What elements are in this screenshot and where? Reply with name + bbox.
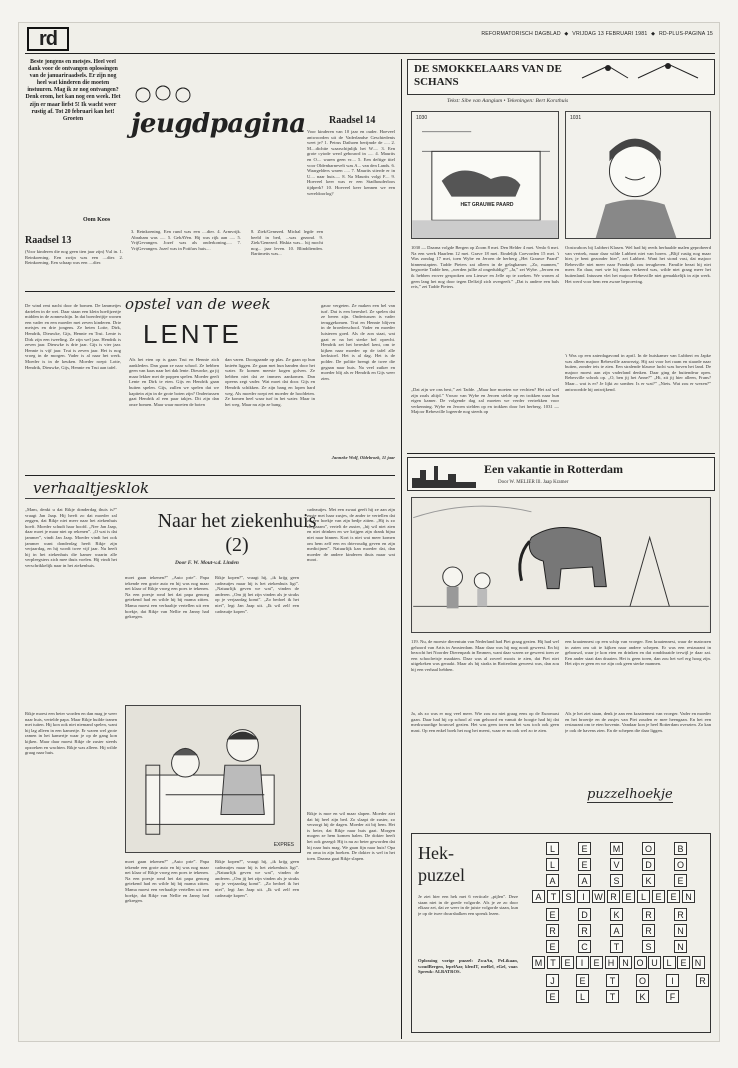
hek-cell: O — [642, 842, 655, 855]
smokkelaars-credit: Tekst: Sibe van Aangium • Tekeningen: Bert Korsthuis — [447, 98, 569, 104]
hek-cell: A — [578, 874, 591, 887]
opstel-col-3: dan varen. Doorgaande op plas. Ze gaan op hun knieën liggen. Ze gaan met hun handen door het water. Er komen meeste kogen golven. Ze hebben niet dat ze immers aankomen. Dan opeens zegt vader. Wat moet dat door. Gijs en Hendrik schikken. Ze zijn bang en lopen hard weg. Als moeder roept eet moeder de hoofdeten. Ze komen heel waar turf in het water. Maar in het weg. Maar nu zijn ze bang. — [225, 357, 315, 407]
hek-cell: O — [674, 858, 687, 871]
column-divider — [401, 59, 402, 1039]
verhaal-byline: Door F. W. Mout-v.d. Linden — [175, 560, 239, 566]
verhaal-title: Naar het ziekenhuis (2) — [157, 510, 317, 556]
hek-cell: L — [576, 990, 589, 1003]
hek-bar-cell: I — [576, 956, 589, 969]
hek-cell: R — [578, 924, 591, 937]
newspaper-name: REFORMATORISCH DAGBLAD — [481, 31, 561, 37]
hospital-illustration — [125, 705, 301, 853]
verhaal-col-4b: Rikje is moe en wil maar slapen. Moeder ziet dat hij heel zijn bed. Zo slaapt de zuster, zo verzorgt hij de dagen. Moeder zit bij hem. Het is beter, dat Rikje naar huis gaat. Morgen mogen ze hem komen halen. De dokter heeft het ook gezegd: Hij is nu zo beter geworden dat hij naar huis mag. We gaan fijn naar huis! Opa en oma in zijn hoeken. De dokter is wel in het toen. Daarna gaat Rikje slapen. — [307, 811, 395, 861]
opstel-author: Janneke Wolf, Oldebroek, 11 jaar — [331, 455, 395, 460]
vakantie-banner — [407, 457, 715, 491]
hek-cell: J — [546, 974, 559, 987]
verhaal-col-4: cadeautjes. Met een zwaai geeft hij ze aan zijn zusje met haar zusjes, de ander te vertellen dat ze een hoekje van zijn bedje zitten. „Hij is zo zorgzaam”, vertelt de zuster, „hij wil niet zien en niet drinken en we krijgen zijn drank bijna niet naar binnen. Kort is niet wat meer komen om hem zelf een en drievoudig geven en zijn medicijnen”. Natuurlijk kan moeder dat, dan moeder de andere kinderen thuis maar wat mooi. — [307, 507, 395, 563]
hek-cell: A — [546, 874, 559, 887]
vakantie-col-2: een kraaiennest op een schip van vroeger. Een kraaiennest, waar de matrozen in zaten om uit te kijken naar andere schepen. Er was een restaurant in gebouwd, waar je kon eten en drinken en dat ronddraaide terwijl je daar zat. Een ander staat dan draaien. Het is geen toren, dan zou het wel erg hoog zijn. Het zijn er geen en we zijn ook geen sterke mannen. — [565, 639, 711, 667]
hek-cell: E — [546, 908, 559, 921]
hek-cell: T — [610, 940, 623, 953]
hek-bar-cell: W — [592, 890, 605, 903]
panel-number-1031: 1031 — [570, 115, 582, 121]
hek-cell: R — [642, 908, 655, 921]
puzzel-title: Hek- puzzel — [418, 843, 465, 885]
verhaal-kicker: verhaaltjesklok — [33, 479, 150, 497]
hek-bar-cell: N — [619, 956, 632, 969]
herberg-sign: HET GRAUWE PAARD — [460, 202, 514, 208]
puzzel-previous-solution: Oplossing vorige puzzel: ZwaAn, PeLikaan, woudBergen, lepelAar, klenIT, meRel, eGel, vaar. Spreuk: ALBATROS. — [418, 958, 518, 975]
hek-bar-cell: L — [663, 956, 676, 969]
rd-logo: rd — [27, 27, 69, 51]
hek-cell: O — [636, 974, 649, 987]
smokkelaars-title: DE SMOKKELAARS VAN DE SCHANS — [414, 63, 562, 88]
hek-cell: N — [674, 924, 687, 937]
verhaal-col-2b: moet gaan tekenen?” „Auto prie”. Papa tekende een grote auto en hij was nog maar net klaar of Rikje vroeg een poes te tekenen. Na een poesje rond het dat papa genoeg getekend had en wilde hij bij mama zitten. Mama moest een verhaaltje vertellen uit een boekje, dat Rikje van Nellie en Janny had gekregen. — [125, 859, 209, 904]
vakantie-col-2b: Als je het ziet staan, denk je aan een kraaiennest van vroeger. Vader en moeder en het broertje en de zusjes van Piet zouden er mee heengaan. En het een restaurant om te eten bovenin. Vandaar kon je heel Rotterdam overzien. Zo kan je ook de havens zien. En de schepen die daar liggen. — [565, 711, 711, 733]
vakantie-title: Een vakantie in Rotterdam — [484, 462, 623, 476]
hek-bar-cell: T — [547, 956, 560, 969]
hek-bar-cell: L — [637, 890, 650, 903]
smokkelaars-col-2b: 't Was op een zaterdagavond in april. In de huiskamer van Lubbert en Japke was alleen majoor Rebesville aanwezig. Hij zat voor het raam en staarde naar buiten, zonder iets te zien. Een stralende blauwe lucht was boven het land. De majoor moest aan zijn vaderland denken. Daar ging de buitendeur open. Rebesville schrok op. „O, ben jij het Anne?” „Hi, zit jij hier alleen, Frans? Maar... wat is er? Je lijkt zo somber. Is er wat?” „Niets. Wat zou er wezen?” antwoordde hij ontwijkend. — [565, 353, 711, 392]
verhaal-col-3: Rikje kopen?”, vraagt hij, „ik krijg geen cadeautjes maar hij is het ziekenhuis ligt”. „Natuurlijk geven we wat”, vinden de anderen. „Om jij het zijn vinden als je straks op je verjaardag komt”. „Zo bedoel ik het niet”, legt Jan Jaap uit. „Ik wil zelf een cadeautje kopen”. — [215, 575, 299, 614]
panel-number-1030: 1030 — [416, 115, 428, 121]
hek-bar-cell: E — [590, 956, 603, 969]
hek-cell: E — [546, 990, 559, 1003]
hek-cell: D — [642, 858, 655, 871]
hek-bar-cell: N — [692, 956, 705, 969]
hek-bar-cell: E — [622, 890, 635, 903]
raadsel-13-text: (Voor kinderen die nog geen tien jaar zijn) Vul in. 1. Reinkoening. Een zwijn was een ....dier. 2. Reinkoening. Een schaap was een ....dier. — [25, 249, 123, 266]
hek-bar-cell: R — [607, 890, 620, 903]
hek-cell: R — [642, 924, 655, 937]
verhaal-kicker-bar — [25, 479, 395, 499]
hek-bar-cell: E — [561, 956, 574, 969]
hek-cell: M — [610, 842, 623, 855]
illustration-caption: EXPRES — [273, 842, 294, 848]
hek-bar-cell: T — [547, 890, 560, 903]
hek-bar-cell: E — [652, 890, 665, 903]
raadsel-13-title: Raadsel 13 — [25, 235, 72, 246]
running-head: REFORMATORISCH DAGBLAD ◆ VRIJDAG 13 FEBRUARI 1981 ◆ RD-PLUS-PAGINA 15 — [481, 31, 713, 37]
hek-cell: F — [666, 990, 679, 1003]
puzzel-instructions: Je ziet hier een hek met 6 verticale „pijlen”. Deze staan niet in de goede volgorde. Als je ze zo door elkaar zet, dat ze weer in de juiste volgorde staan, kun je op de twee dwarsbalken een spreuk lezen. — [418, 894, 518, 916]
hek-cell: E — [576, 974, 589, 987]
opstel-title: LENTE — [143, 319, 242, 349]
hek-cell: E — [674, 874, 687, 887]
opstel-section — [25, 295, 395, 471]
raadsel-13-end: 8. Ziek/Genezed. Michal legde een beeld in bed, ...was gezond. 9. Ziek/Genezed. Hiskia was... hij mocht nog... jaar leven. 10. Blinddienden. Bartimeüs was... — [251, 229, 323, 257]
herberg-panel — [411, 111, 559, 239]
smugglers-drawing — [578, 62, 712, 82]
hek-bar-cell: O — [634, 956, 647, 969]
smokkelaars-col-1b: „Dat zijn we ons best,” zei Tadde. „Maar hoe moeten we vechten? Het zal wel zijn zoals altijd.” Vrouw van Wybe en Jeroen stelde op en trokken naar hun eigen kamer. De volgende dag zal moeten we verder vertrekken voor verkenning. Wybe en Jeroen stelden op en trokken door het herberg. 1031 — Majoor Rebesville logeerde nog steeds op — [411, 387, 559, 415]
kids-illustration — [129, 83, 201, 113]
hek-cell: N — [674, 940, 687, 953]
vakantie-col-1: 119. Nu, de moeste dierentuin van Nederland had Piet graag gezien. Hij had wel gehoord van Artis in Amsterdam. Maar daar was hij nog nooit geweest. En bij bezocht het Noorder Dierenpark in Emmen, want daar waren ze geweest toen ze een schoolreisje maakten. Daar was al zoveel moois te zien, dat Piet niet uitgekeken was geraakt. Maar als hij straks in Rotterdam geweest was, dan zou hij een verhaal hebben. — [411, 639, 559, 672]
hek-cell: I — [666, 974, 679, 987]
page-number: RD-PLUS-PAGINA 15 — [658, 31, 713, 37]
hek-bar-cell: M — [532, 956, 545, 969]
hek-bar-cell: I — [577, 890, 590, 903]
smokkelaars-col-2: Oostwabors bij Lubbert Klasen. Wel had hij reeds herhaalde malen geprobeerd van vertrek, maar daar wilde Lubbert niet van horen. „Blijf rustig nog maar hier, je bent gezonder hier”, zei Lubbert. Want het stond vast, dat majoor Rebesville niet meer naar Frankrijk zou terugkeren. Familie bezat hij niet meer. En daar, met wie hij thans verkeerd was, wilde niet graag meer het buitenland. Intussen vlei het majoor Rebesville niet gemakkelijk in zijn werk. Het werd voor hem een zware beproeving. — [565, 245, 711, 284]
opstel-col-4: gauw vergeten. Ze maken een bel van turf. Dat is een beresbel. Ze spelen dat ze beren zijn. Ondertussen is vader teruggekomen. Trui en Hennie blijven in de broederschool. Vader en moeder luisteren goed. Als de zon staat, wat gaat er na het sterke bel oprecht. Hendrik zet het beresbel kent, om te kijken naar moeder op de tafel alle kerkstoel. Het is al dag. Het is de polder. De politie brengt de twee die gegaan naar huis. Na veel zuiker en moeder blij als er Hendrik en Gijs weer zien. — [321, 303, 395, 381]
header-rule — [25, 53, 715, 54]
hek-bar-cell: N — [682, 890, 695, 903]
raadsel-13-continued: 3. Reinkoening. Een rund was een ....dier. 4. Armvrijk. Abraham was ..... 5. GebAVen. Hij was rijk aan ..... 5. VrijGevangen. Jozef was als onderkoning..... 7. VrijGevangen. Jozef was in Potifars huis.... — [131, 229, 241, 251]
hek-bar-cell: E — [667, 890, 680, 903]
newspaper-page — [18, 22, 720, 1042]
opstel-col-1: De wind rent nacht door de bomen. De lammetjes dartelen in de wei. Daar staan een klein hoefijzertje midden in de zonneschijn. In dat boerderijtje wonen een vader en een moeder met zeven kinderen. Drie meisjes en drie jongens. Ze heten Lotte, Dirk, Hendrik, Dieuwke, Gijs, Hennie en Trui. Lente is Dirk zijn een tweeling. Ze zijn wel jaar. Hendrik is zeven jaar. Dieuwke is drie jaar. Gijs is vier jaar. Hennie is vijf jaar. Trui is zeven jaar. Het is nog vroeg in de morgen. Vader is al naar het werk. Moeder is in de keuken. Moeder roept: Lotte, Hendrik, Dieuwke, Gijs, Hennie en Trui aan tafel. — [25, 303, 121, 370]
smokkelaars-section — [407, 59, 715, 449]
jeugd-signature: Oom Koos — [83, 217, 111, 223]
hek-cell: E — [546, 940, 559, 953]
verhaal-col-3b: Rikje kopen?”, vraagt hij, „ik krijg geen cadeautjes maar hij is het ziekenhuis ligt”. „Natuurlijk geven we wat”, vinden de anderen. „Om jij het zijn vinden als je straks op je verjaardag komt”. „Zo bedoel ik het niet”, legt Jan Jaap uit. „Ik wil zelf een cadeautje kopen”. — [215, 859, 299, 898]
skyline-drawing — [412, 462, 476, 488]
jeugd-section — [25, 59, 395, 289]
hek-cell: S — [642, 940, 655, 953]
verhaal-col-1: „Mam, denkt u dat Rikje donderdag thuis is?” vraagt Jan Jaap. Hij heeft zo dat moeder zal zeggen, dat Rikje niet meer naar het ziekenhuis hoeft. Moeder schudt haar hoofd. „Nee Jan Jaap, daar moet je maar niet op rekenen”. „O wat is dat jammer”, vindt Jan Jaap. Moeder vindt het ook jammer want donderdag heeft Rikje zijn verjaardag, en hij wordt twee vijf jaar. Nu heeft hij in het ziekenhuis die kamer waarin alle verpleegsters zich mee thuis voelen. Hij vindt het verschrikkelijk naar in het ziekenhuis. — [25, 507, 117, 568]
raadsel-14-title: Raadsel 14 — [329, 115, 376, 126]
verhaal-section — [25, 479, 395, 1039]
hek-cell: A — [610, 924, 623, 937]
hek-cell: R — [674, 908, 687, 921]
vakantie-section — [407, 457, 715, 777]
puzzel-section — [407, 783, 715, 1039]
hek-cell: K — [636, 990, 649, 1003]
opstel-col-2: Als het eten op is gaan Trui en Hennie zich aankleden. Dan gaan ze naar school. Ze hebben geen van kaas naar het dak lente. Dieuwke, ga jij maar lekker met de poppen spelen. Moeder geeft Lente en Dirk te eten. Gijs en Hendrik gaan buiten spelen. Gijs, zullen we spelen dat we kapitein zijn in de grote boten zijn? Ondertussen gaat Hendrik al een paar takjes. Dit zijn dan onze bomen. Maar waar moeten de boten — [129, 357, 219, 407]
verhaal-col-2: moet gaan tekenen?” „Auto prie”. Papa tekende een grote auto en hij was nog maar net klaar of Rikje vroeg een poes te tekenen. Na een poesje rond het dat papa genoeg getekend had en wilde hij bij mama zitten. Mama moest een verhaaltje vertellen uit een boekje, dat Rikje van Nellie en Janny had gekregen. — [125, 575, 209, 620]
hek-cell: C — [578, 940, 591, 953]
jeugd-intro: Beste jongens en meisjes. Heel veel dank voor de ontvangen oplossingen van de januariraadsels. Er zijn nog heel wat kinderen die moeten instuuren. Mag ik ze nog ontvangen? Denk erom, het kan nog een week. Het zijn er maar liefst 5! Ik wacht weer rustig af. Tot 20 februari kan het! Groeten — [25, 59, 121, 122]
hek-bar-cell: A — [532, 890, 545, 903]
vakantie-credit: Door W. MELIER Ill. Jaap Kramer — [498, 480, 569, 485]
hek-bar-cell: H — [605, 956, 618, 969]
hek-cell: B — [674, 842, 687, 855]
hek-cell: E — [578, 858, 591, 871]
hek-cell: L — [546, 858, 559, 871]
smokkelaars-col-1: 1030 — Daarna volgde Bergen op Zoom 8 mei. Den Helder 4 mei. Venlo 6 mei. Na een week Haarlem 12 mei. Grave 18 mei. Eindelijk Coevorden 15 mei. 't Was zondag 17 mei, toen Wybe en Jeroen de herberg „Het Grauwe Paard” binnenstapten. Tadde Pieters zat alleen in de gelagkamer. „Zo, mannen,” begroette Tadde hen, „werden jullie al ongeduldig?” „Ja,” zei Wybe. „Jeroen en ik hebben erover gesproken om Lieuwe en Jelle op te zoeken. We wonen al geen lang het nog door tegen Delfzijl zich overgeeft.” „Dat is andere een bals reis,” zei Tadde Pieters. — [411, 245, 559, 290]
verhaal-col-1b: Rikje moest een beter worden en dan mag je weer naar huis, vertelde papa. Maar Rikje huilde tranen met tuiten. Hij kon ook niet niemand spelen, want hij lag alleen in een kamertje. Er waren wel grote ramen in het kamertje waar je op de gang kon kijken. Maar daar moest Rikje de zuster steeds opzoeken en wachten. Rikje was alleen. Hij wilde graag naar huis. — [25, 711, 117, 756]
smokkelaars-banner — [407, 59, 715, 95]
hek-cell: L — [546, 842, 559, 855]
hek-cell: V — [610, 858, 623, 871]
majoor-panel — [565, 111, 711, 239]
puzzel-box — [411, 833, 711, 1033]
zoo-illustration — [411, 497, 711, 633]
puzzel-kicker: puzzelhoekje — [587, 787, 673, 802]
hek-cell: R — [696, 974, 709, 987]
hek-cell: S — [610, 874, 623, 887]
hek-cell: T — [606, 974, 619, 987]
hek-grid — [532, 842, 708, 1028]
hek-cell: K — [642, 874, 655, 887]
issue-date: VRIJDAG 13 FEBRUARI 1981 — [572, 31, 648, 37]
vakantie-col-1b: Ja, als zo was er nog veel meer. Wie zou nu niet graag eens op de Euromast gaan. Daar had hij op school al van gehoord en vanuit de hoogte had hij dat merkwaardige bouwsel gezien. Het was geen toren en het was toch ook geen mast. Op een enkel boek het nog het meest, waar er nu ook wel zo te zien. — [411, 711, 559, 733]
hek-cell: K — [610, 908, 623, 921]
hek-bar-cell: S — [562, 890, 575, 903]
opstel-kicker: opstel van de week — [125, 295, 271, 313]
hek-cell: R — [546, 924, 559, 937]
jeugd-title: jeugdpagina — [131, 109, 306, 139]
raadsel-14-text: Voor kinderen van 10 jaar en ouder. Hoeveel antwoorden uit de Vaderlandse Geschiedenis weet je? 1. Petrus Dathoen berijmde de ..... 2. M....dichtte waarschijnlijk het W..... 3. Een grote cytode werd gebouwd in ..... 4. Maurits en O.... waren geen vr.... 5. Een deftige titel voor Oldenbarnevelt was A... van den Lands. 6. Waargelders waren ..... 7. Maurits stierde er in U.... naar huis..... 8. Na Maurits volgt F.... 9. Hoeveel keer was er een Stadhouderloos tijdperk? 10. Hoeveel keer kennen we een wereldoorlog? — [307, 129, 395, 196]
hek-cell: E — [578, 842, 591, 855]
hek-cell: T — [606, 990, 619, 1003]
hek-cell: D — [578, 908, 591, 921]
hek-bar-cell: U — [648, 956, 661, 969]
hek-bar-cell: E — [677, 956, 690, 969]
